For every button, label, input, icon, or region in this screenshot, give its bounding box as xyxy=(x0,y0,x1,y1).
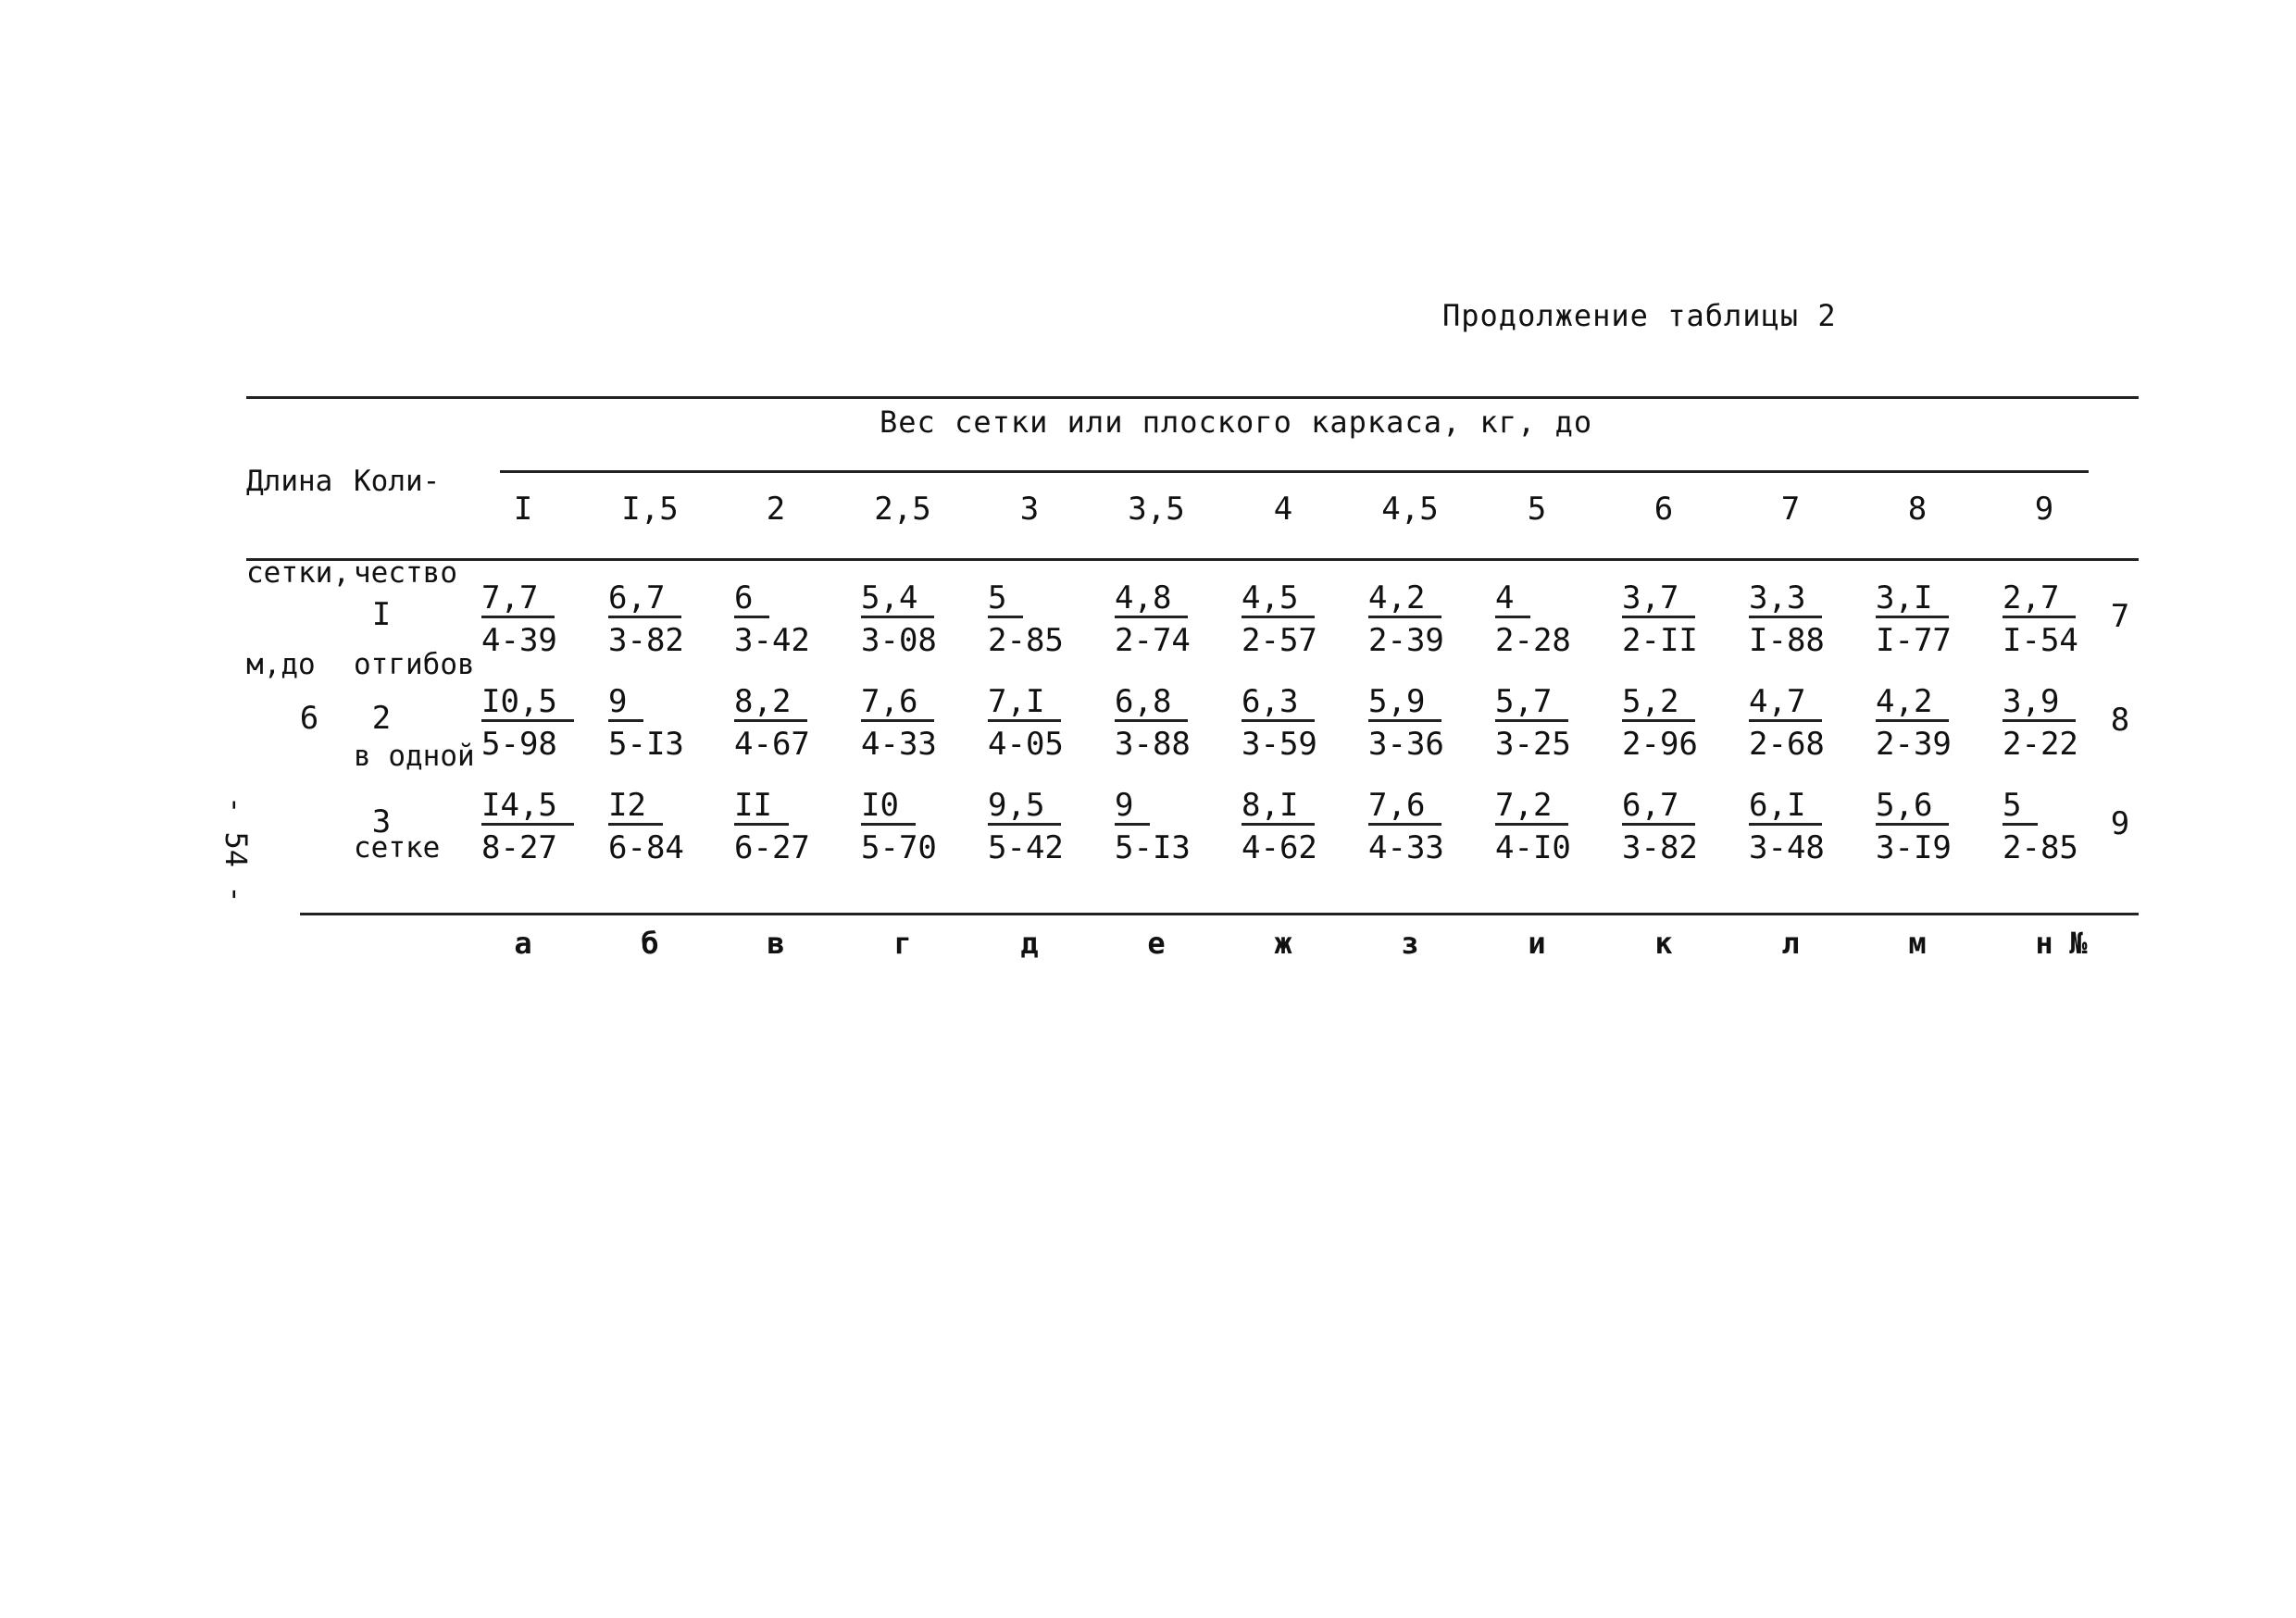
table-cell xyxy=(1242,683,1362,763)
cell-code: 5-42 xyxy=(988,829,1064,866)
bends-value: 2 xyxy=(371,700,392,737)
table-cell xyxy=(481,787,602,866)
weight-column-header: 8 xyxy=(1907,491,1928,528)
table-cell xyxy=(481,683,602,763)
cell-code: 2-85 xyxy=(988,622,1064,659)
weight-column-header: 4 xyxy=(1273,491,1293,528)
cell-weight: 6,7 xyxy=(608,580,681,618)
column-letter: б xyxy=(641,926,659,961)
column-letter: н xyxy=(2035,926,2053,961)
cell-weight: 5,9 xyxy=(1368,684,1441,722)
cell-code: 5-I3 xyxy=(1115,829,1191,866)
bends-value: 3 xyxy=(371,803,392,840)
cell-weight: 3,3 xyxy=(1749,580,1822,618)
length-value: 6 xyxy=(299,700,319,737)
header-bends-line: в одной xyxy=(354,740,475,773)
cell-weight: 8,2 xyxy=(734,684,807,722)
cell-code: 4-33 xyxy=(1368,829,1444,866)
table-cell xyxy=(1368,787,1489,866)
table-cell xyxy=(1115,787,1235,866)
cell-weight: 6,8 xyxy=(1115,684,1188,722)
cell-weight: 7,6 xyxy=(1368,788,1441,826)
cell-weight: 7,6 xyxy=(861,684,934,722)
cell-weight: 4,7 xyxy=(1749,684,1822,722)
cell-code: 3-48 xyxy=(1749,829,1825,866)
table-cell xyxy=(1242,579,1362,659)
table-cell xyxy=(1876,787,1996,866)
cell-code: 8-27 xyxy=(481,829,557,866)
cell-code: 3-82 xyxy=(608,622,684,659)
cell-weight: II xyxy=(734,788,789,826)
table-cell xyxy=(861,579,981,659)
cell-weight: 6,3 xyxy=(1242,684,1315,722)
cell-weight: 9,5 xyxy=(988,788,1061,826)
table-cell xyxy=(1876,683,1996,763)
cell-code: 4-I0 xyxy=(1495,829,1571,866)
cell-code: 5-70 xyxy=(861,829,937,866)
table-cell xyxy=(1876,579,1996,659)
table-cell xyxy=(1242,787,1362,866)
cell-weight: I0,5 xyxy=(481,684,574,722)
cell-weight: 4,8 xyxy=(1115,580,1188,618)
cell-code: 3-08 xyxy=(861,622,937,659)
header-sub-rule xyxy=(500,470,2089,473)
row-index: 9 xyxy=(2110,805,2130,842)
cell-weight: 6,7 xyxy=(1622,788,1695,826)
cell-code: 2-85 xyxy=(2003,829,2078,866)
table-cell xyxy=(988,579,1108,659)
table-cell xyxy=(1368,579,1489,659)
weight-column-header: I xyxy=(513,491,533,528)
bends-value: I xyxy=(371,596,392,633)
header-bends-line: сетке xyxy=(354,831,441,865)
table-cell xyxy=(861,787,981,866)
cell-code: I-54 xyxy=(2003,622,2078,659)
cell-code: I-77 xyxy=(1876,622,1952,659)
cell-weight: I0 xyxy=(861,788,916,826)
table-cell xyxy=(608,683,729,763)
header-length-line: м,до xyxy=(246,648,316,681)
row-index: 8 xyxy=(2110,702,2130,739)
table-cell xyxy=(1495,787,1616,866)
cell-code: 2-39 xyxy=(1876,726,1952,763)
cell-code: 5-I3 xyxy=(608,726,684,763)
table-bottom-rule xyxy=(300,913,2139,915)
cell-code: 2-39 xyxy=(1368,622,1444,659)
cell-code: 3-I9 xyxy=(1876,829,1952,866)
weight-column-header: 7 xyxy=(1780,491,1801,528)
table-cell xyxy=(1115,579,1235,659)
header-length-line: сетки, xyxy=(246,556,350,590)
header-bends-line: чество xyxy=(354,556,457,590)
header-length xyxy=(246,405,350,711)
table-cell xyxy=(1749,683,1869,763)
weight-column-header: 2 xyxy=(766,491,786,528)
column-letter: м xyxy=(1908,926,1927,961)
table-cell xyxy=(988,787,1108,866)
cell-weight: 5,7 xyxy=(1495,684,1568,722)
column-letter: и xyxy=(1528,926,1546,961)
cell-code: 3-36 xyxy=(1368,726,1444,763)
cell-code: 2-96 xyxy=(1622,726,1698,763)
page-number: - 54 - xyxy=(218,796,254,903)
continuation-caption: Продолжение таблицы 2 xyxy=(1442,298,1837,333)
cell-weight: 5,6 xyxy=(1876,788,1949,826)
weight-column-header: 3,5 xyxy=(1128,491,1185,528)
table-cell xyxy=(734,787,855,866)
weight-column-header: 6 xyxy=(1653,491,1674,528)
weight-column-header: 2,5 xyxy=(874,491,931,528)
row-index: 7 xyxy=(2110,598,2130,635)
letters-suffix: № xyxy=(2069,926,2088,961)
cell-weight: I4,5 xyxy=(481,788,574,826)
cell-weight: 3,9 xyxy=(2003,684,2076,722)
cell-weight: 5,2 xyxy=(1622,684,1695,722)
cell-weight: 8,I xyxy=(1242,788,1315,826)
cell-code: 4-33 xyxy=(861,726,937,763)
cell-code: 2-74 xyxy=(1115,622,1191,659)
cell-code: 3-88 xyxy=(1115,726,1191,763)
cell-code: 2-22 xyxy=(2003,726,2078,763)
table-cell xyxy=(608,787,729,866)
table-cell xyxy=(1622,787,1742,866)
cell-code: 2-II xyxy=(1622,622,1698,659)
weight-column-header: 5 xyxy=(1527,491,1547,528)
cell-code: I-88 xyxy=(1749,622,1825,659)
table-cell xyxy=(861,683,981,763)
cell-weight: 6,I xyxy=(1749,788,1822,826)
cell-weight: 6 xyxy=(734,580,769,618)
table-cell xyxy=(1622,683,1742,763)
column-letter: г xyxy=(893,926,912,961)
cell-code: 3-25 xyxy=(1495,726,1571,763)
cell-code: 4-67 xyxy=(734,726,810,763)
column-letter: к xyxy=(1654,926,1673,961)
column-letter: в xyxy=(767,926,785,961)
cell-weight: 4,2 xyxy=(1876,684,1949,722)
cell-code: 6-27 xyxy=(734,829,810,866)
cell-weight: 2,7 xyxy=(2003,580,2076,618)
cell-weight: 5 xyxy=(2003,788,2038,826)
column-letter: а xyxy=(514,926,532,961)
cell-weight: 3,I xyxy=(1876,580,1949,618)
table-cell xyxy=(1368,683,1489,763)
cell-weight: 5,4 xyxy=(861,580,934,618)
weight-column-header: 4,5 xyxy=(1381,491,1439,528)
header-bends-line: отгибов xyxy=(354,648,475,681)
table-cell xyxy=(1749,787,1869,866)
table-cell xyxy=(1622,579,1742,659)
cell-code: 2-57 xyxy=(1242,622,1317,659)
cell-code: 4-05 xyxy=(988,726,1064,763)
table-cell xyxy=(481,579,602,659)
header-bends-line: Коли- xyxy=(354,465,441,498)
cell-code: 5-98 xyxy=(481,726,557,763)
cell-weight: 3,7 xyxy=(1622,580,1695,618)
table-cell xyxy=(1749,579,1869,659)
column-letter: ж xyxy=(1274,926,1292,961)
table-cell xyxy=(734,683,855,763)
cell-weight: 7,2 xyxy=(1495,788,1568,826)
column-letter: д xyxy=(1020,926,1039,961)
cell-code: 3-59 xyxy=(1242,726,1317,763)
cell-weight: 9 xyxy=(608,684,643,722)
cell-code: 3-42 xyxy=(734,622,810,659)
header-length-line: Длина xyxy=(246,465,333,498)
cell-code: 2-68 xyxy=(1749,726,1825,763)
cell-weight: 9 xyxy=(1115,788,1150,826)
cell-code: 6-84 xyxy=(608,829,684,866)
weight-column-header: 3 xyxy=(1019,491,1040,528)
cell-weight: 7,I xyxy=(988,684,1061,722)
table-cell xyxy=(1115,683,1235,763)
cell-code: 3-82 xyxy=(1622,829,1698,866)
header-bottom-rule xyxy=(246,558,2139,561)
table-top-rule xyxy=(246,396,2139,399)
column-letter: л xyxy=(1781,926,1800,961)
cell-weight: 4 xyxy=(1495,580,1530,618)
weight-column-header: 9 xyxy=(2034,491,2054,528)
table-cell xyxy=(1495,579,1616,659)
table-cell xyxy=(988,683,1108,763)
table-cell xyxy=(1495,683,1616,763)
cell-code: 4-62 xyxy=(1242,829,1317,866)
cell-weight: I2 xyxy=(608,788,663,826)
cell-weight: 7,7 xyxy=(481,580,555,618)
weight-column-header: I,5 xyxy=(621,491,679,528)
table-cell xyxy=(608,579,729,659)
column-letter: з xyxy=(1401,926,1419,961)
column-letter: е xyxy=(1147,926,1166,961)
cell-code: 2-28 xyxy=(1495,622,1571,659)
cell-weight: 4,5 xyxy=(1242,580,1315,618)
header-weight-title: Вес сетки или плоского каркаса, кг, до xyxy=(880,404,1593,440)
cell-code: 4-39 xyxy=(481,622,557,659)
cell-weight: 4,2 xyxy=(1368,580,1441,618)
table-cell xyxy=(734,579,855,659)
cell-weight: 5 xyxy=(988,580,1023,618)
